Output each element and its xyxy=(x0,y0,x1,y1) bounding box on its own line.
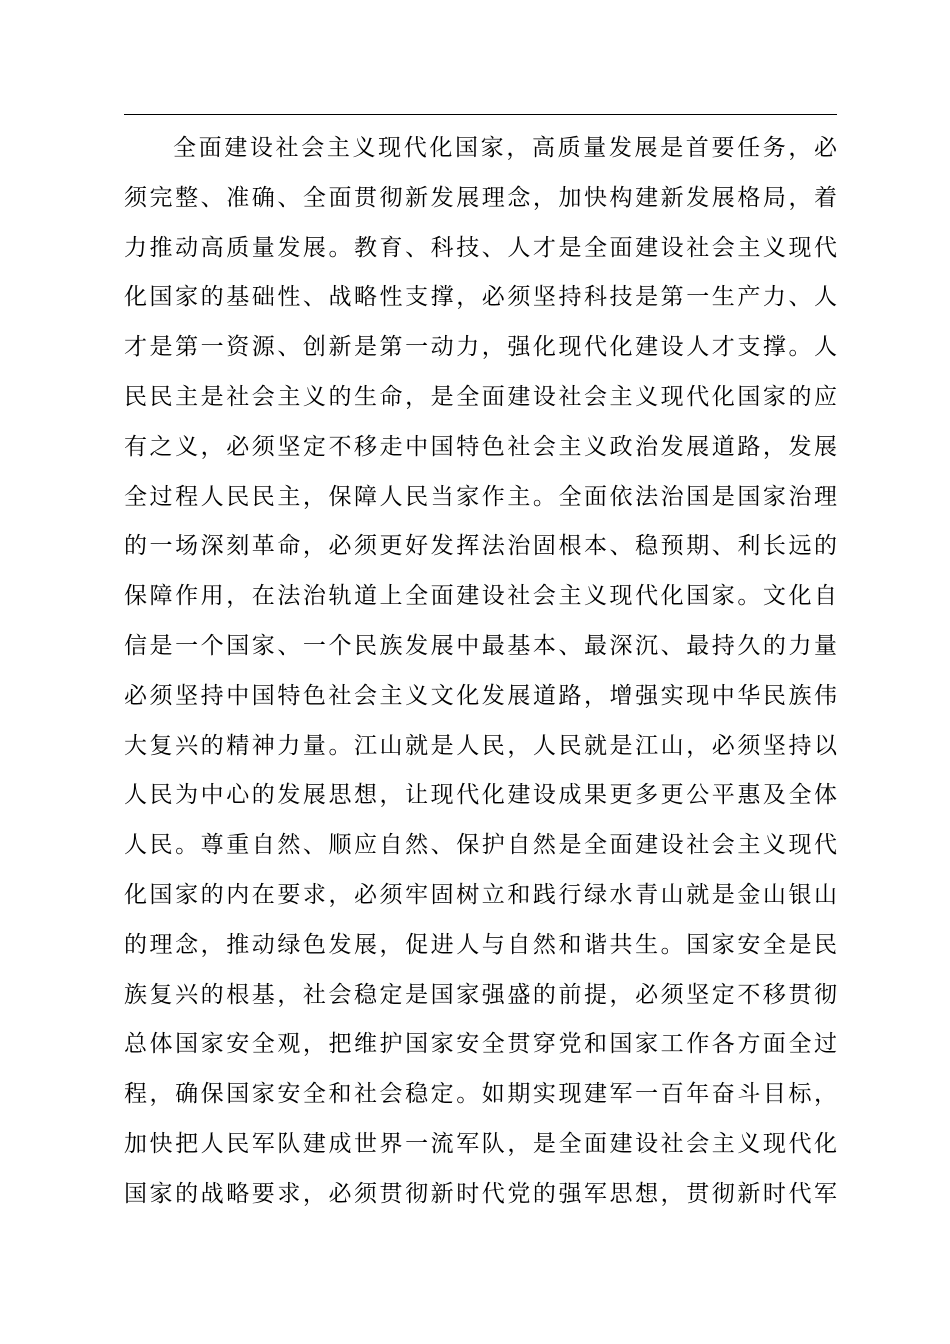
header-rule xyxy=(124,114,837,115)
text-line-10: 保障作用，在法治轨道上全面建设社会主义现代化国家。文化自 xyxy=(124,583,837,610)
text-line-15: 人民。尊重自然、顺应自然、保护自然是全面建设社会主义现代 xyxy=(124,832,837,859)
text-line-11: 信是一个国家、一个民族发展中最基本、最深沉、最持久的力量 xyxy=(124,632,837,659)
text-line-5: 才是第一资源、创新是第一动力，强化现代化建设人才支撑。人 xyxy=(124,334,837,361)
text-line-4: 化国家的基础性、战略性支撑，必须坚持科技是第一生产力、人 xyxy=(124,284,837,311)
text-line-2: 须完整、准确、全面贯彻新发展理念，加快构建新发展格局，着 xyxy=(124,184,837,211)
text-line-6: 民民主是社会主义的生命，是全面建设社会主义现代化国家的应 xyxy=(124,383,837,410)
text-line-20: 程，确保国家安全和社会稳定。如期实现建军一百年奋斗目标， xyxy=(124,1081,837,1108)
text-line-21: 加快把人民军队建成世界一流军队，是全面建设社会主义现代化 xyxy=(124,1130,837,1157)
text-line-3: 力推动高质量发展。教育、科技、人才是全面建设社会主义现代 xyxy=(124,234,837,261)
text-line-19: 总体国家安全观，把维护国家安全贯穿党和国家工作各方面全过 xyxy=(124,1031,837,1058)
body-paragraph xyxy=(124,124,837,1220)
text-line-9: 的一场深刻革命，必须更好发挥法治固根本、稳预期、利长远的 xyxy=(124,533,837,560)
text-line-18: 族复兴的根基，社会稳定是国家强盛的前提，必须坚定不移贯彻 xyxy=(124,981,837,1008)
text-line-7: 有之义，必须坚定不移走中国特色社会主义政治发展道路，发展 xyxy=(124,433,837,460)
text-line-16: 化国家的内在要求，必须牢固树立和践行绿水青山就是金山银山 xyxy=(124,881,837,908)
text-line-12: 必须坚持中国特色社会主义文化发展道路，增强实现中华民族伟 xyxy=(124,682,837,709)
text-line-13: 大复兴的精神力量。江山就是人民，人民就是江山，必须坚持以 xyxy=(124,732,837,759)
text-line-17: 的理念，推动绿色发展，促进人与自然和谐共生。国家安全是民 xyxy=(124,931,837,958)
text-line-8: 全过程人民民主，保障人民当家作主。全面依法治国是国家治理 xyxy=(124,483,837,510)
text-line-1: 全面建设社会主义现代化国家，高质量发展是首要任务，必 xyxy=(173,135,837,161)
text-line-14: 人民为中心的发展思想，让现代化建设成果更多更公平惠及全体 xyxy=(124,782,837,809)
text-line-22: 国家的战略要求，必须贯彻新时代党的强军思想，贯彻新时代军 xyxy=(124,1180,837,1207)
